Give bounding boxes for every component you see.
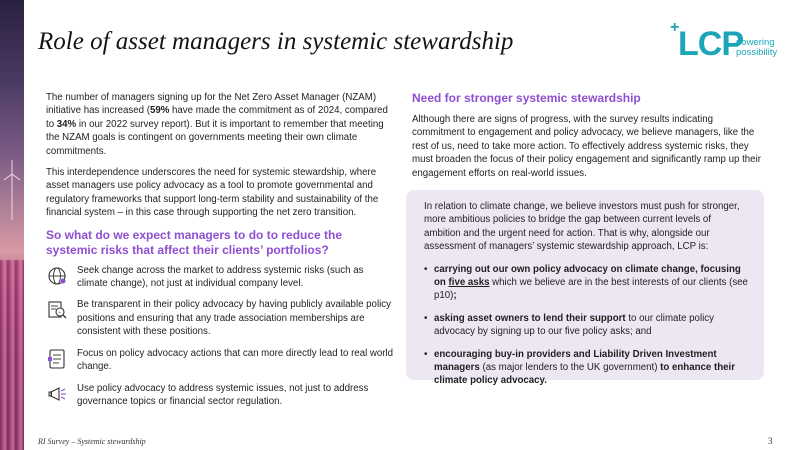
- logo-text: LCP: [678, 25, 743, 63]
- actions-list: [424, 263, 748, 388]
- checklist-icon: [46, 348, 68, 370]
- interdependence-paragraph: This interdependence underscores the need for systemic stewardship, where asset managers use policy advocacy as a tool to promote governmental and regulatory frameworks that support long-term stability and sustainability of the financial system – in this case through supporting the net zero transition.: [46, 167, 379, 219]
- list-item: [46, 264, 396, 291]
- decorative-photo-strip: [0, 0, 24, 450]
- page-title: Role of asset managers in systemic stewardship: [38, 28, 514, 55]
- right-column: [412, 91, 764, 180]
- page-number: 3: [768, 436, 773, 446]
- wind-turbine-icon: [3, 160, 21, 220]
- bullet-dot: •: [424, 312, 428, 324]
- panel-intro: In relation to climate change, we believe investors must push for stronger, more ambitious policies to bridge the gap between current levels of ambition and the urgent need for action. That is why, alongside our assessment of managers’ systemic stewardship approach, LCP is:: [424, 201, 740, 253]
- bullet3-bold: encouraging buy-in providers and Liability Driven Investment managers: [434, 348, 717, 374]
- five-asks-link[interactable]: five asks: [448, 277, 490, 289]
- list-item: [46, 347, 396, 374]
- list-item-text: Seek change across the market to address systemic risks (such as climate change), not just at individual company level.: [77, 264, 364, 290]
- svg-text:+: +: [58, 310, 62, 317]
- section-heading: Need for stronger systemic stewardship: [412, 91, 641, 105]
- list-item: [424, 263, 748, 303]
- para1-text-c: have made the commitment as of 2024, compared to: [46, 105, 388, 130]
- left-column: [46, 91, 396, 416]
- bullet-dot: •: [424, 348, 428, 360]
- logo-tagline-1: powering: [736, 37, 775, 48]
- globe-people-icon: [46, 265, 68, 287]
- bullet3-rest: (as major lenders to the UK government): [479, 362, 661, 374]
- list-item-text: Focus on policy advocacy actions that can more directly lead to real world change.: [77, 347, 394, 373]
- list-item-text: Be transparent in their policy advocacy by having publicly available policy positions and ensuring that any trade association memberships are consistent with these positions.: [77, 299, 391, 338]
- bullet3-bold-end: to enhance their climate policy advocacy.: [434, 362, 735, 387]
- logo-tagline-2: possibility: [736, 47, 778, 58]
- bullet2-bold: asking asset owners to lend their support: [434, 312, 626, 324]
- para1-text-d: in our 2022 survey report). But it is important to remember that meeting the NZAM goals is contingent on governments meeting their own climate commitments.: [46, 118, 384, 157]
- list-item: [46, 382, 396, 409]
- bullet1-rest: which we believe are in the best interests of our clients (see p10): [434, 277, 748, 302]
- stat-34: 34%: [56, 118, 77, 130]
- lcp-logo: [670, 20, 782, 62]
- list-item: [424, 312, 748, 339]
- logo-tagline: [736, 38, 777, 58]
- lcp-actions-panel: [406, 190, 764, 387]
- progress-paragraph: Although there are signs of progress, with the survey results indicating commitment to engagement and policy advocacy, we believe managers, like the rest of us, need to take more action. To effectively address systemic risks, they must broaden the focus of their policy engagement and significantly ramp up their engagement efforts on real-world issues.: [412, 114, 761, 179]
- stat-59: 59%: [149, 105, 170, 117]
- flower-field: [0, 260, 24, 450]
- footer-label: RI Survey – Systemic stewardship: [38, 437, 146, 446]
- bullet-dot: •: [424, 263, 428, 275]
- expectations-list: [46, 264, 396, 409]
- bullet2-rest: to our climate policy advocacy by signing up to our five policy asks; and: [434, 312, 714, 338]
- bullet1-bold: carrying out our own policy advocacy on climate change, focusing on: [434, 263, 741, 289]
- list-item: [46, 298, 396, 338]
- megaphone-icon: [46, 383, 68, 405]
- list-item-text: Use policy advocacy to address systemic issues, not just to address governance topics or financial sector regulation.: [77, 382, 369, 407]
- para1-text-a: The number of managers signing up for the Net Zero Asset Manager (NZAM) initiative has increased (: [46, 92, 377, 117]
- magnifier-document-icon: [46, 299, 68, 321]
- question-heading: So what do we expect managers to do to reduce the systemic risks that affect their clients’ portfolios?: [46, 227, 343, 257]
- list-item: [424, 348, 748, 388]
- logo-plus: +: [670, 19, 680, 36]
- bullet1-end: ;: [453, 290, 457, 302]
- nzam-paragraph: [46, 91, 396, 158]
